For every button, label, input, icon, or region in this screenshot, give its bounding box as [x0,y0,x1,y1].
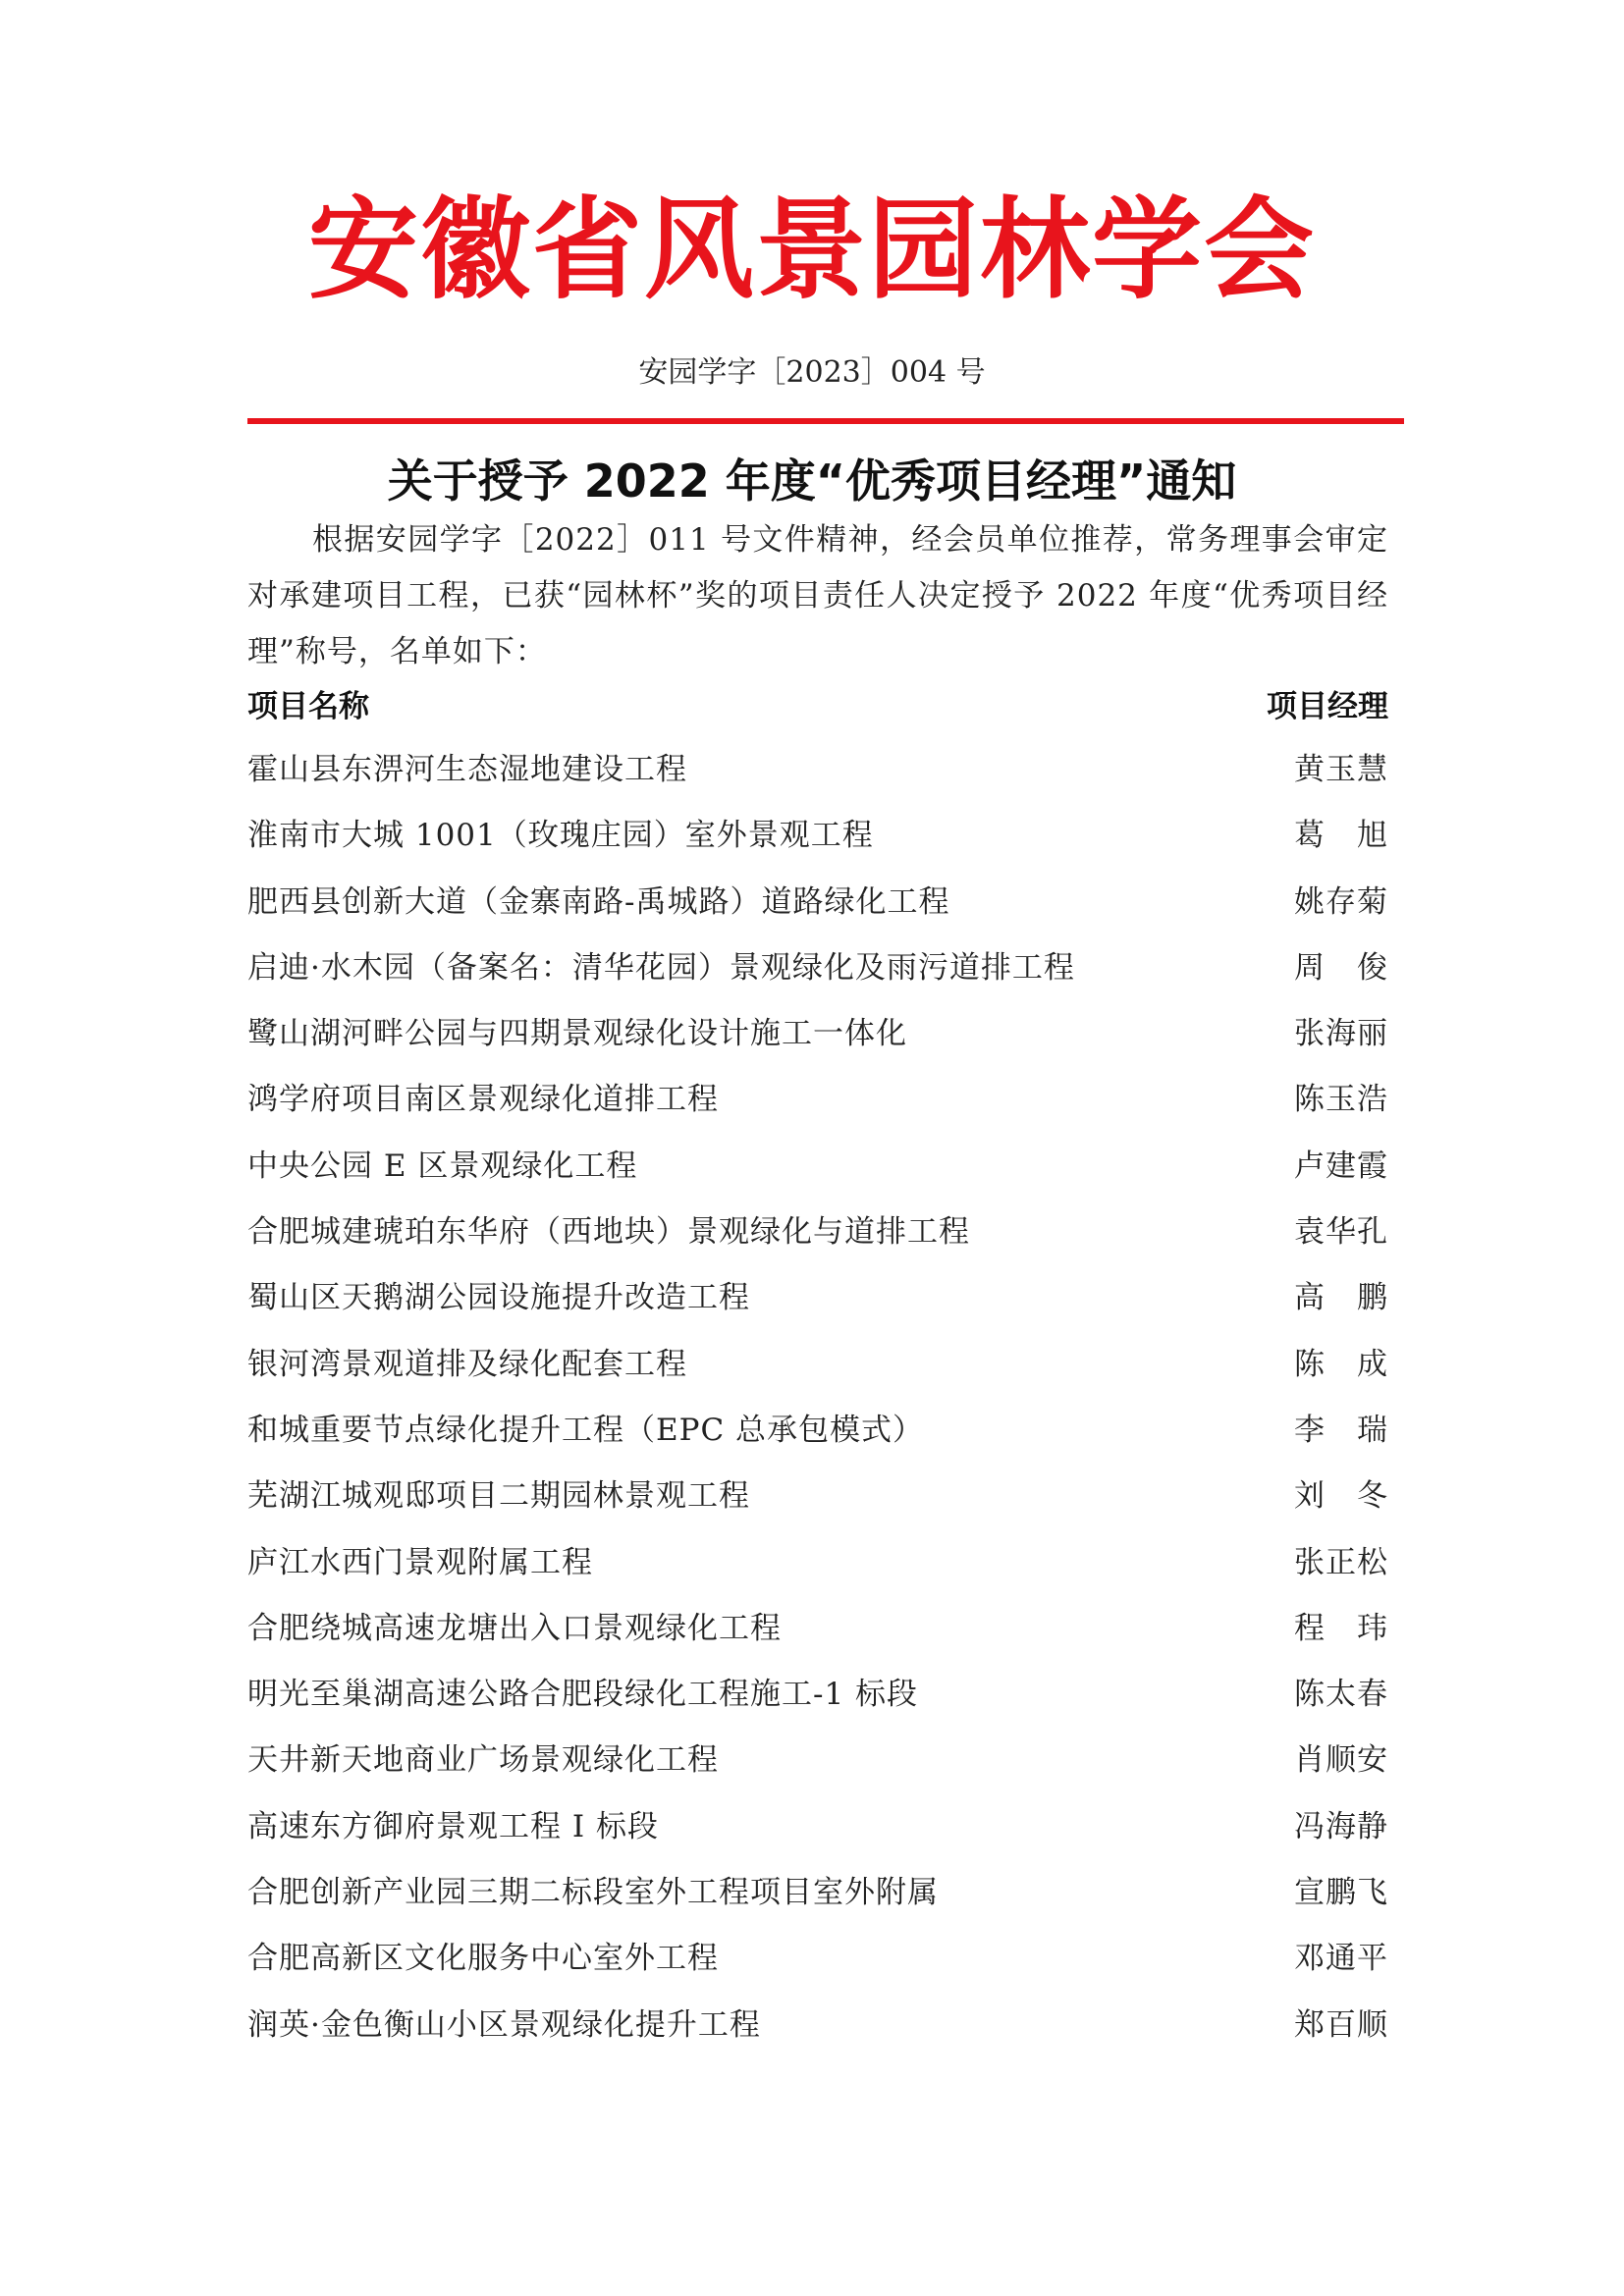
project-name: 鹭山湖河畔公园与四期景观绿化设计施工一体化 [247,1016,907,1052]
list-item [247,1208,1388,1274]
list-item [247,1076,1388,1142]
list-header [247,683,1388,730]
project-name: 鸿学府项目南区景观绿化道排工程 [247,1082,719,1118]
column-header-manager: 项目经理 [1267,689,1388,724]
document-number: 安园学字［2023］004 号 [638,355,986,390]
project-manager-name: 姚存菊 [1294,883,1388,920]
project-name: 肥西县创新大道（金寨南路-禹城路）道路绿化工程 [247,883,950,920]
project-name: 启迪·水木园（备案名：清华花园）景观绿化及雨污道排工程 [247,949,1075,986]
project-manager-name: 黄玉慧 [1294,752,1388,787]
project-name: 合肥城建琥珀东华府（西地块）景观绿化与道排工程 [247,1214,970,1251]
project-manager-name: 周 俊 [1294,949,1388,986]
list-item [247,1671,1388,1736]
project-manager-name: 张正松 [1294,1544,1388,1580]
project-name: 明光至巢湖高速公路合肥段绿化工程施工-1 标段 [247,1677,919,1713]
project-name: 霍山县东淠河生态湿地建设工程 [247,752,687,787]
column-header-project: 项目名称 [247,689,369,724]
list-item [247,1736,1388,1802]
list-item [247,879,1388,944]
project-name: 合肥创新产业园三期二标段室外工程项目室外附属 [247,1875,939,1911]
list-item [247,944,1388,1010]
project-manager-name: 肖顺安 [1294,1742,1388,1779]
list-item [247,1539,1388,1605]
project-name: 高速东方御府景观工程 I 标段 [247,1808,659,1844]
project-name: 和城重要节点绿化提升工程（EPC 总承包模式） [247,1412,925,1448]
list-item [247,746,1388,812]
project-manager-name: 冯海静 [1294,1808,1388,1844]
list-item [247,1472,1388,1538]
header-divider-line [247,418,1404,424]
project-name: 天井新天地商业广场景观绿化工程 [247,1742,719,1779]
notice-title: 关于授予 2022 年度“优秀项目经理”通知 [387,454,1237,507]
project-manager-name: 卢建霞 [1294,1148,1388,1184]
list-item [247,812,1388,878]
project-manager-name: 高 鹏 [1294,1280,1388,1316]
list-item [247,1341,1388,1407]
project-name: 合肥高新区文化服务中心室外工程 [247,1941,719,1977]
list-item [247,1010,1388,1076]
list-item [247,1274,1388,1340]
list-item [247,1935,1388,2001]
list-item [247,1803,1388,1869]
project-manager-name: 宣鹏飞 [1294,1875,1388,1911]
project-name: 中央公园 E 区景观绿化工程 [247,1148,638,1184]
project-manager-name: 李 瑞 [1294,1412,1388,1448]
project-manager-name: 郑百顺 [1294,2006,1388,2043]
project-manager-name: 葛 旭 [1294,818,1388,854]
project-manager-name: 刘 冬 [1294,1478,1388,1515]
project-manager-name: 陈太春 [1294,1677,1388,1713]
project-manager-name: 张海丽 [1294,1016,1388,1052]
notice-body: 根据安园学字［2022］011 号文件精神，经会员单位推荐，常务理事会审定对承建项目工程，已获“园林杯”奖的项目责任人决定授予 2022 年度“优秀项目经理”称号，名单如下： [247,522,1388,669]
list-item [247,1605,1388,1671]
project-name: 芜湖江城观邸项目二期园林景观工程 [247,1478,750,1515]
list-item [247,2002,1388,2067]
project-name: 润英·金色衡山小区景观绿化提升工程 [247,2006,761,2043]
project-manager-name: 程 玮 [1294,1610,1388,1646]
list-item [247,1407,1388,1472]
project-name: 银河湾景观道排及绿化配套工程 [247,1346,687,1382]
project-name: 合肥绕城高速龙塘出入口景观绿化工程 [247,1610,782,1646]
project-manager-name: 陈玉浩 [1294,1082,1388,1118]
project-name: 淮南市大城 1001（玫瑰庄园）室外景观工程 [247,818,874,854]
project-list [247,746,1388,2067]
organization-header: 安徽省风景园林学会 [308,187,1316,314]
project-name: 庐江水西门景观附属工程 [247,1544,593,1580]
list-item [247,1869,1388,1935]
project-manager-name: 陈 成 [1294,1346,1388,1382]
project-manager-name: 邓通平 [1294,1941,1388,1977]
project-name: 蜀山区天鹅湖公园设施提升改造工程 [247,1280,750,1316]
project-manager-name: 袁华孔 [1294,1214,1388,1251]
list-item [247,1143,1388,1208]
